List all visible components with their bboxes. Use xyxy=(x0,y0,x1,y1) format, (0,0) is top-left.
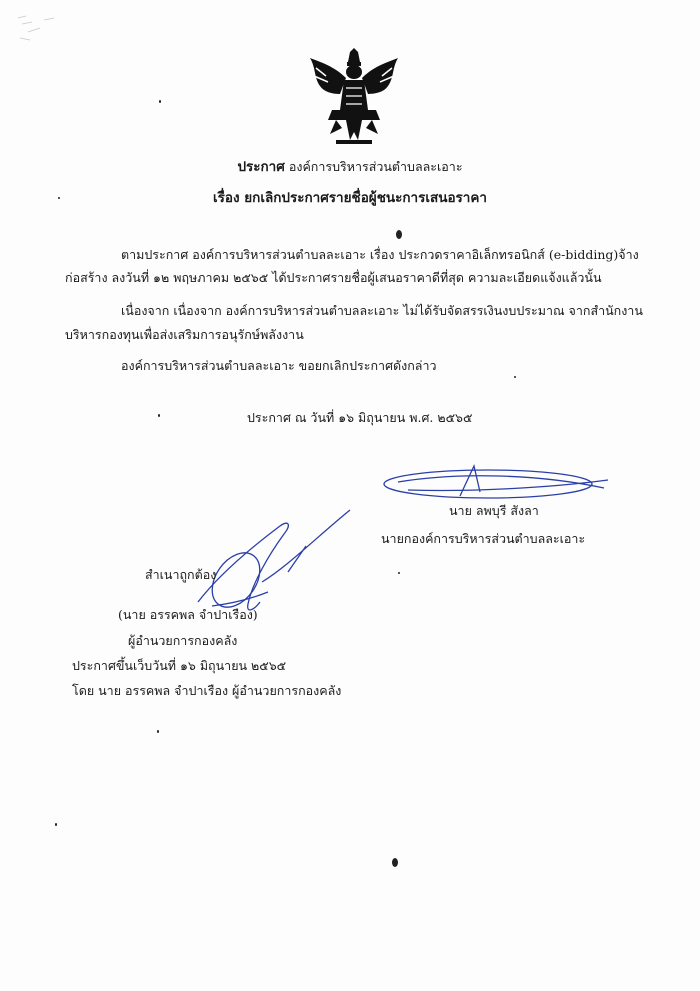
announcement-subject: เรื่อง ยกเลิกประกาศรายชื่อผู้ชนะการเสนอราคา xyxy=(212,190,487,206)
para1-line2: ก่อสร้าง ลงวันที่ ๑๒ พฤษภาคม ๒๕๖๕ ได้ประกาศรายชื่อผู้เสนอราคาดีที่สุด ความละเอียดแจ้งแล้วนั้น xyxy=(65,270,602,285)
para2-line1: เนื่องจาก เนื่องจาก องค์การบริหารส่วนตำบลละเอาะ ไม่ได้รับจัดสรรเงินงบประมาณ จากสำนักงาน xyxy=(121,303,643,318)
signatory-position: นายกองค์การบริหารส่วนตำบลละเอาะ xyxy=(381,531,586,546)
para2-line2: บริหารกองทุนเพื่อส่งเสริมการอนุรักษ์พลังงาน xyxy=(65,327,304,342)
scan-smudge-icon xyxy=(14,10,64,50)
para1-line1: ตามประกาศ องค์การบริหารส่วนตำบลละเอาะ เรื่อง ประกวดราคาอิเล็กทรอนิกส์ (e-bidding)จ้าง xyxy=(121,247,639,262)
scan-speck xyxy=(158,414,160,417)
scan-speck xyxy=(55,823,57,826)
certified-label: สำเนาถูกต้อง xyxy=(145,567,217,582)
certifier-signature-icon xyxy=(188,506,358,618)
garuda-emblem-icon xyxy=(306,48,402,148)
signatory-name: นาย ลพบุรี สังลา xyxy=(449,503,539,518)
posting-line2: โดย นาย อรรคพล จำปาเรือง ผู้อำนวยการกองคลัง xyxy=(72,683,342,698)
para3: องค์การบริหารส่วนตำบลละเอาะ ขอยกเลิกประกาศดังกล่าว xyxy=(121,358,437,373)
scan-speck xyxy=(157,730,159,733)
certifier-position: ผู้อำนวยการกองคลัง xyxy=(128,633,238,648)
scan-speck xyxy=(514,376,516,378)
announcement-heading xyxy=(0,158,700,176)
certifier-name: (นาย อรรคพล จำปาเรือง) xyxy=(118,607,258,622)
scan-speck xyxy=(392,858,398,867)
scan-speck xyxy=(159,100,161,103)
chief-signature-icon xyxy=(378,462,618,506)
dated-line: ประกาศ ณ วันที่ ๑๖ มิถุนายน พ.ศ. ๒๕๖๕ xyxy=(247,410,473,425)
scan-speck xyxy=(58,197,60,199)
heading-prefix: ประกาศ xyxy=(237,159,285,175)
heading-org: องค์การบริหารส่วนตำบลละเอาะ xyxy=(288,159,463,174)
scan-speck xyxy=(398,572,400,574)
scan-speck xyxy=(396,230,402,239)
posting-line1: ประกาศขึ้นเว็บวันที่ ๑๖ มิถุนายน ๒๕๖๕ xyxy=(72,658,287,673)
